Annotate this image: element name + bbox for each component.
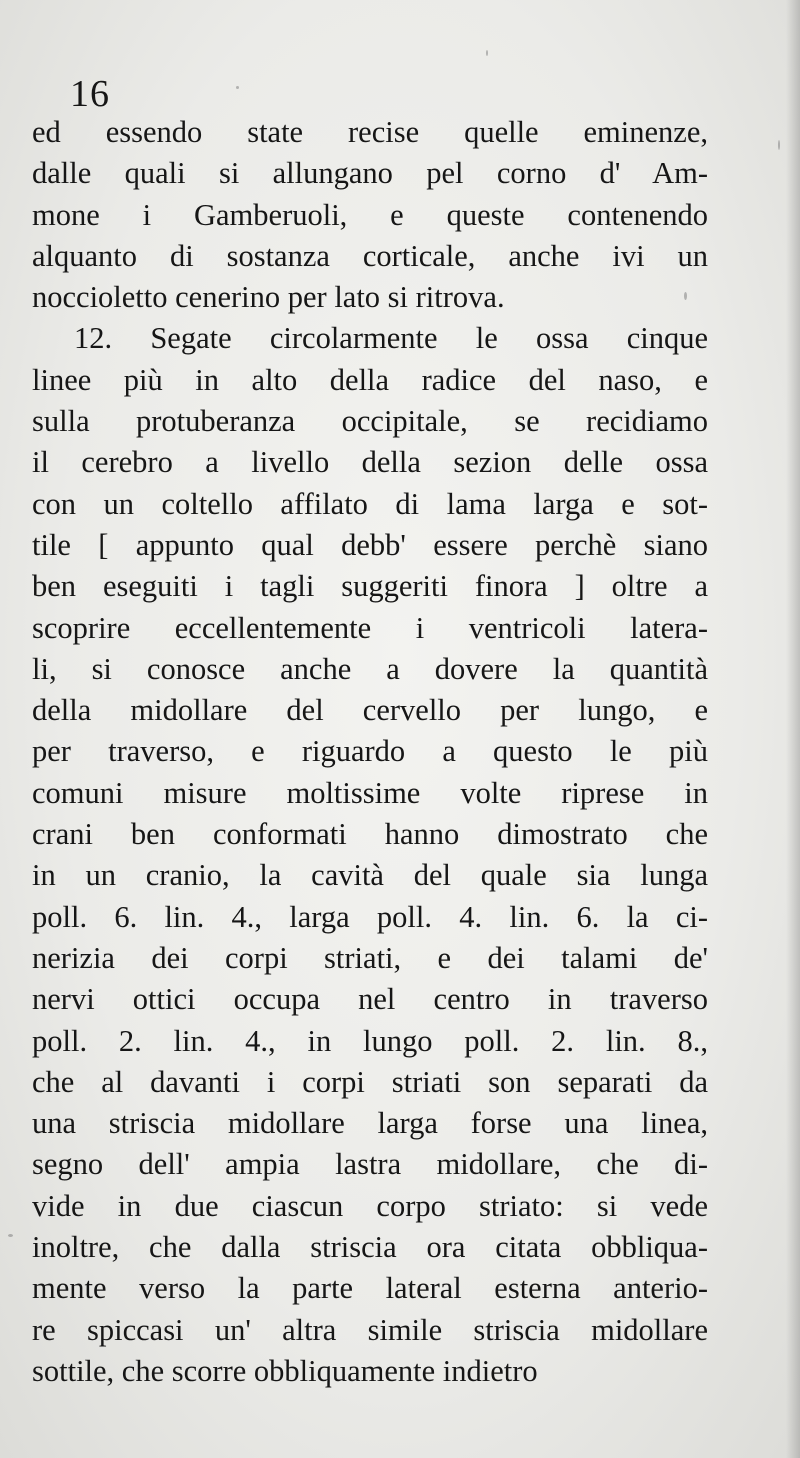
text-line: della midollare del cervello per lungo, e xyxy=(32,693,708,728)
text-line: poll. 2. lin. 4., in lungo poll. 2. lin. 8., xyxy=(32,1023,708,1058)
text-line: crani ben conformati hanno dimostrato che xyxy=(32,817,708,852)
text-line: tile [ appunto qual debb' essere perchè siano xyxy=(32,527,708,562)
text-line: vide in due ciascun corpo striato: si vede xyxy=(32,1188,708,1223)
paper-speck xyxy=(486,50,488,56)
text-line: ben eseguiti i tagli suggeriti finora ] oltre a xyxy=(32,569,708,604)
paragraph-start-line: 12. Segate circolarmente le ossa cinque xyxy=(74,321,708,356)
page-number: 16 xyxy=(70,73,110,115)
paper-speck xyxy=(8,1234,13,1237)
paper-speck xyxy=(684,292,687,300)
text-line: sulla protuberanza occipitale, se recidiamo xyxy=(32,404,708,439)
text-line: in un cranio, la cavità del quale sia lunga xyxy=(32,858,708,893)
body-text xyxy=(32,112,708,1392)
text-line: mente verso la parte lateral esterna anterio- xyxy=(32,1271,708,1306)
text-line: inoltre, che dalla striscia ora citata obbliqua- xyxy=(32,1230,708,1265)
text-line: poll. 6. lin. 4., larga poll. 4. lin. 6. la ci- xyxy=(32,899,708,934)
text-line: scoprire eccellentemente i ventricoli latera- xyxy=(32,610,708,645)
text-line: ed essendo state recise quelle eminenze, xyxy=(32,115,708,149)
text-line: per traverso, e riguardo a questo le più xyxy=(32,734,708,769)
page-edge-shadow xyxy=(786,0,800,1458)
text-line: linee più in alto della radice del naso, e xyxy=(32,362,708,397)
text-line: noccioletto cenerino per lato si ritrova. xyxy=(32,280,505,315)
text-line: li, si conosce anche a dovere la quantità xyxy=(32,651,708,686)
text-line: alquanto di sostanza corticale, anche ivi un xyxy=(32,238,708,273)
text-line: sottile, che scorre obbliquamente indietro xyxy=(32,1353,538,1388)
text-line: dalle quali si allungano pel corno d' Am- xyxy=(32,156,708,191)
text-line: re spiccasi un' altra simile striscia midollare xyxy=(32,1312,708,1347)
text-line: il cerebro a livello della sezion delle ossa xyxy=(32,445,708,480)
text-line: mone i Gamberuoli, e queste contenendo xyxy=(32,197,708,232)
paper-speck xyxy=(236,86,239,89)
text-line: comuni misure moltissime volte riprese in xyxy=(32,775,708,810)
text-line: nerizia dei corpi striati, e dei talami de' xyxy=(32,940,708,975)
text-line: nervi ottici occupa nel centro in traverso xyxy=(32,982,708,1017)
text-line: che al davanti i corpi striati son separati da xyxy=(32,1064,708,1099)
paper-speck xyxy=(778,140,780,150)
text-line: una striscia midollare larga forse una linea, xyxy=(32,1106,708,1141)
text-line: segno dell' ampia lastra midollare, che di- xyxy=(32,1147,708,1182)
text-line: con un coltello affilato di lama larga e sot- xyxy=(32,486,708,521)
